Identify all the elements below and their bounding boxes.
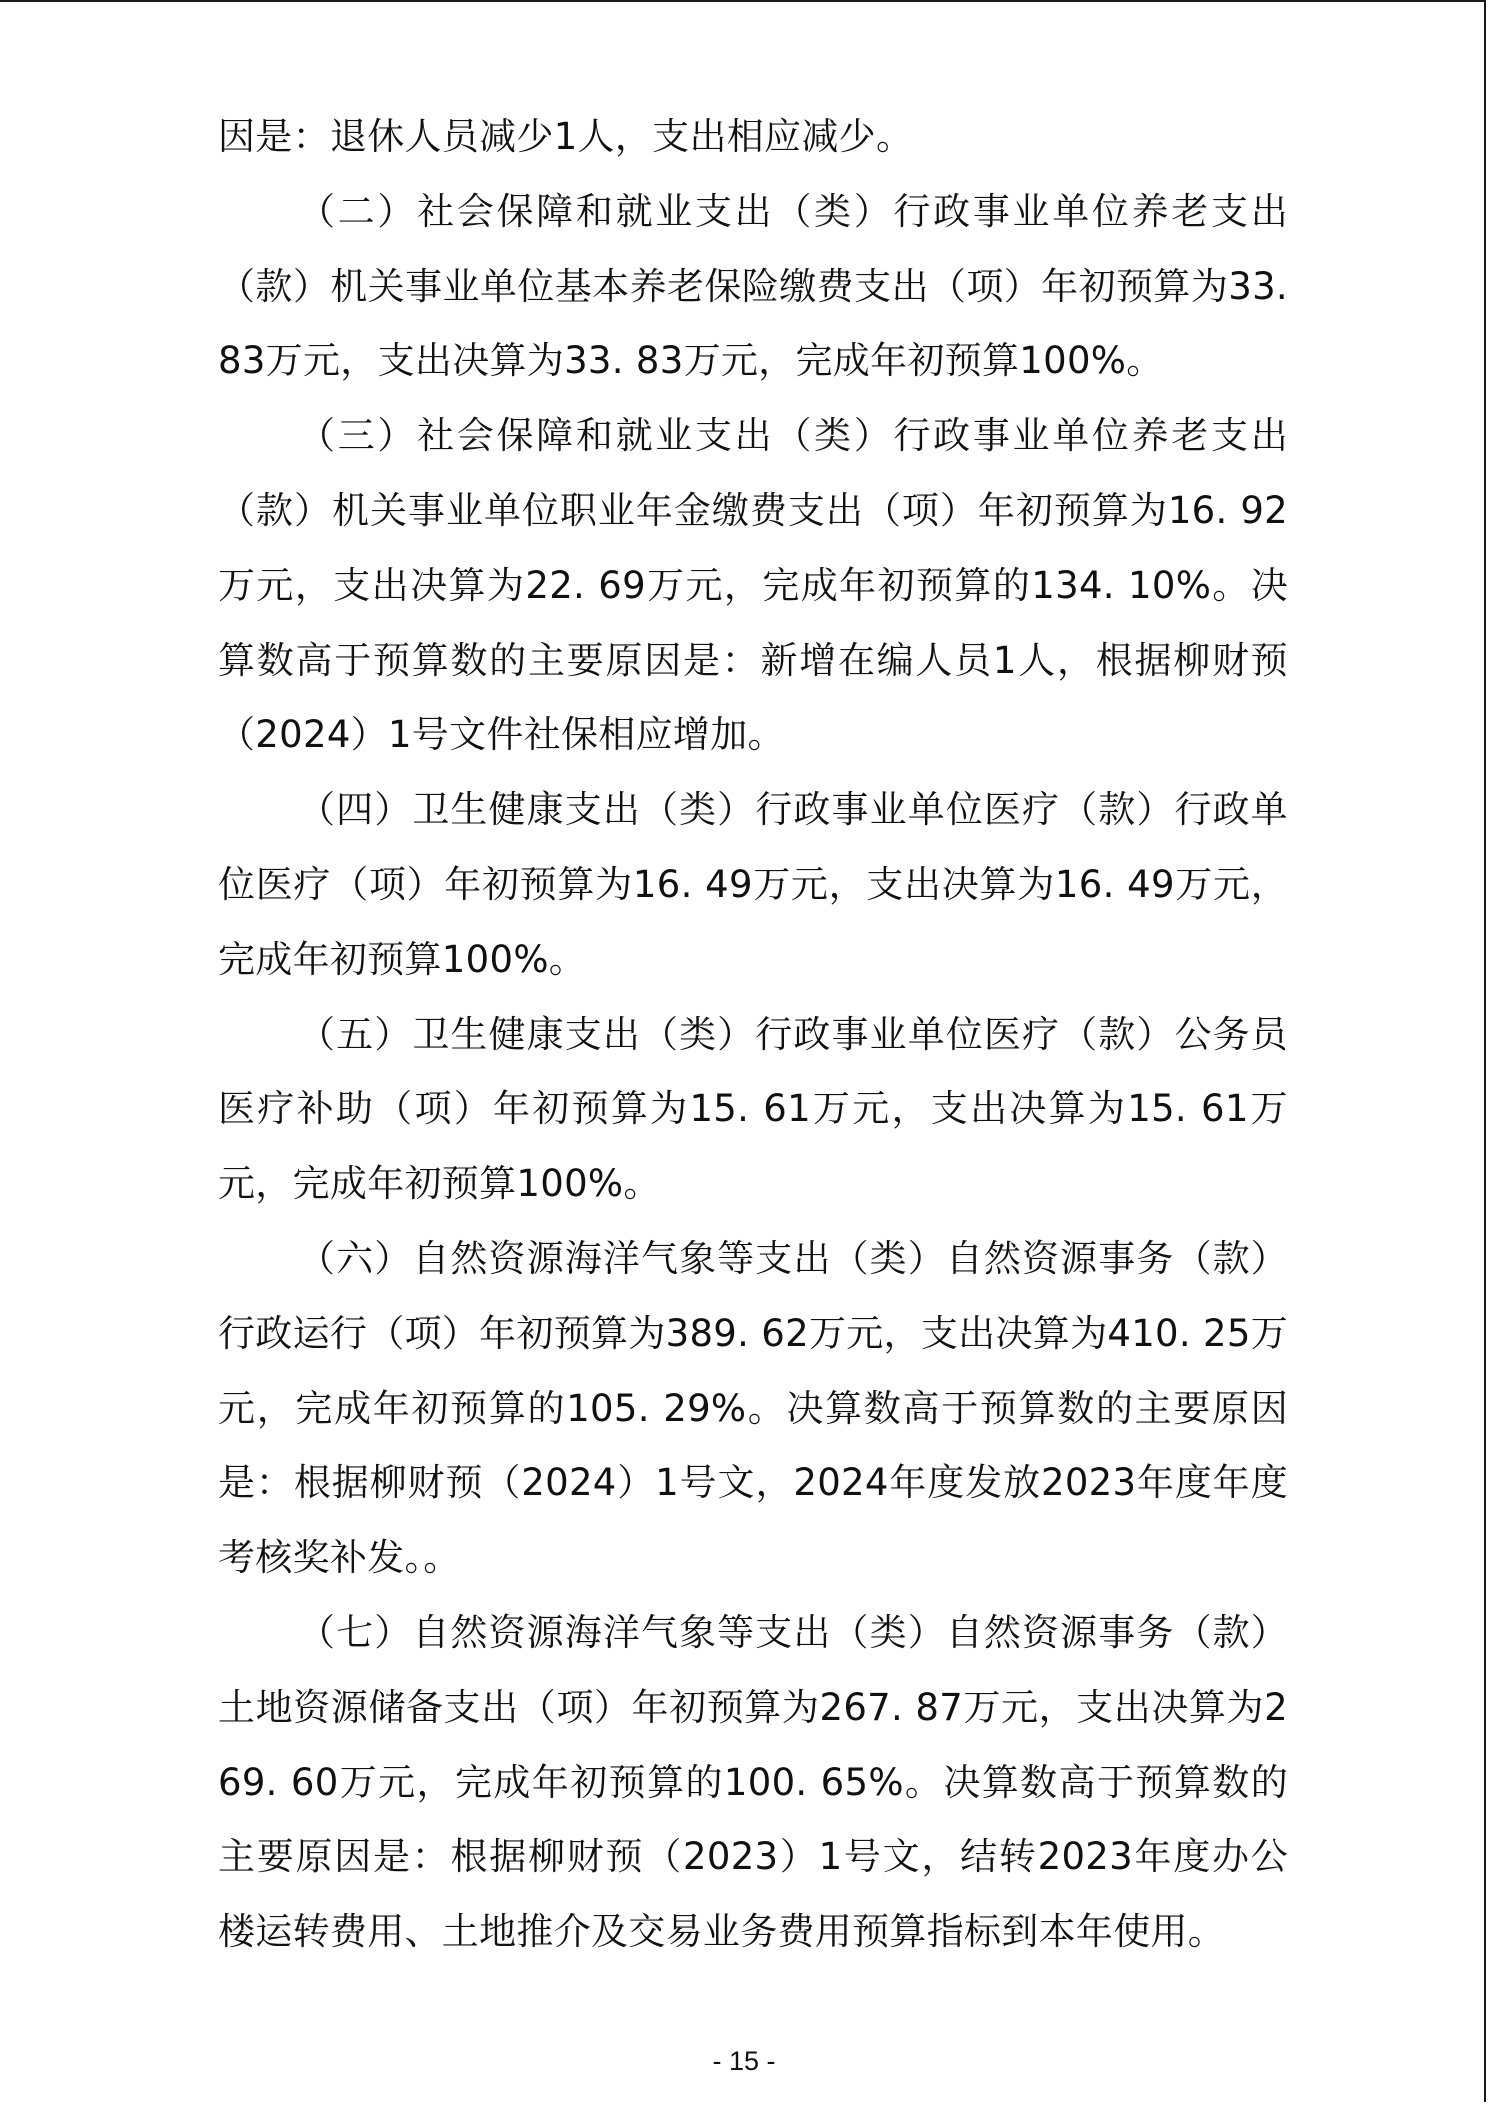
paragraph-item-5: （五）卫生健康支出（类）行政事业单位医疗（款）公务员医疗补助（项）年初预算为15. 61万元，支出决算为15. 61万元，完成年初预算100%。 [218, 1012, 1288, 1206]
paragraph-continuation: 因是：退休人员减少1人，支出相应减少。 [218, 115, 914, 158]
paragraph-item-3: （三）社会保障和就业支出（类）行政事业单位养老支出（款）机关事业单位职业年金缴费支出（项）年初预算为16. 92万元，支出决算为22. 69万元，完成年初预算的134. 10%。决算数高于预算数的主要原因是：新增在编人员1人，根据柳财预（2024）1号文件社保相应增加。 [218, 414, 1288, 757]
paragraph-item-2: （二）社会保障和就业支出（类）行政事业单位养老支出（款）机关事业单位基本养老保险缴费支出（项）年初预算为33. 83万元，支出决算为33. 83万元，完成年初预算100%。 [218, 189, 1288, 383]
paragraph-item-6: （六）自然资源海洋气象等支出（类）自然资源事务（款）行政运行（项）年初预算为389. 62万元，支出决算为410. 25万元，完成年初预算的105. 29%。决算数高于预算数的主要原因是：根据柳财预（2024）1号文，2024年度发放2023年度年度考核奖补发。。 [218, 1236, 1288, 1580]
paragraph-item-7: （七）自然资源海洋气象等支出（类）自然资源事务（款）土地资源储备支出（项）年初预算为267. 87万元，支出决算为269. 60万元，完成年初预算的100. 65%。决算数高于预算数的主要原因是：根据柳财预（2023）1号文，结转2023年度办公楼运转费用、土地推介及交易业务费用预算指标到本年使用。 [218, 1610, 1288, 1954]
page-number: - 15 - [712, 2046, 776, 2076]
paragraph-item-4: （四）卫生健康支出（类）行政事业单位医疗（款）行政单位医疗（项）年初预算为16. 49万元，支出决算为16. 49万元，完成年初预算100%。 [218, 788, 1288, 981]
document-body [218, 100, 1288, 1970]
